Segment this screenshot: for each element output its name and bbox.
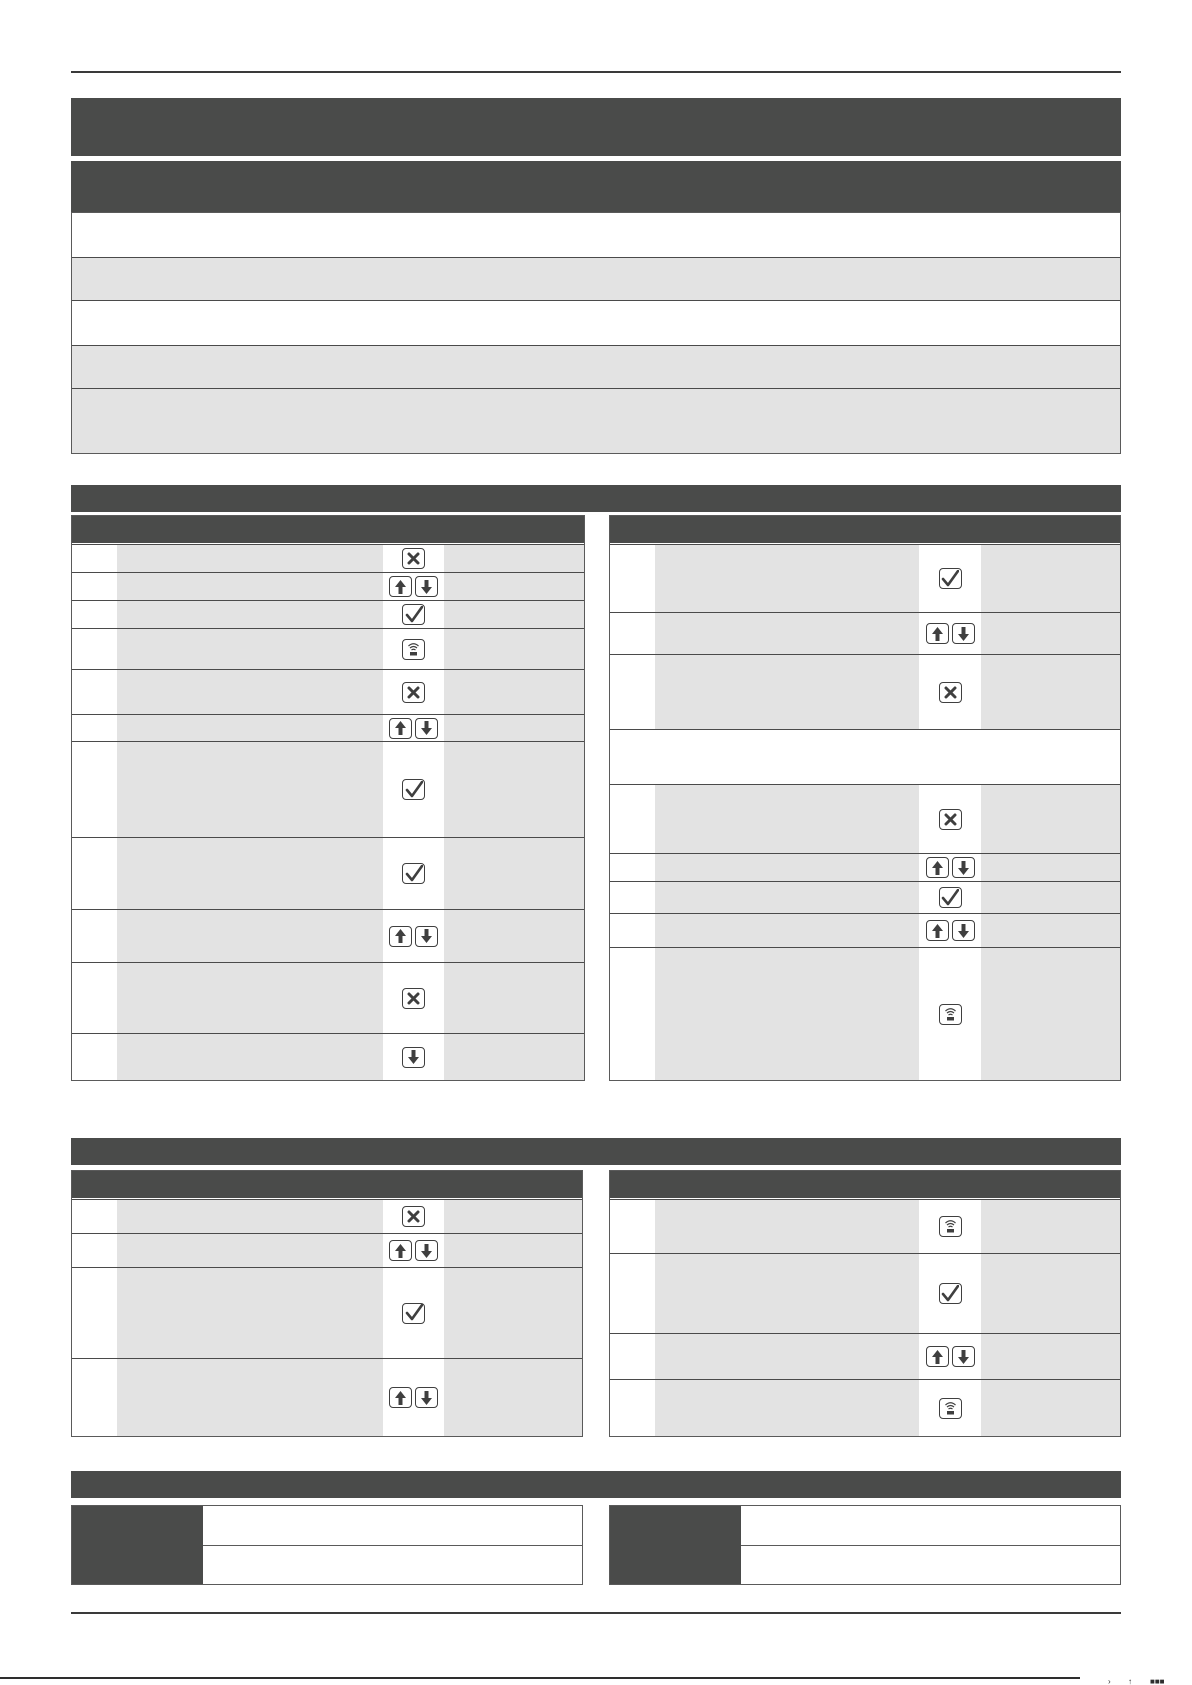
step-description-cell — [117, 742, 383, 837]
step-number-cell — [72, 715, 117, 741]
step-description-cell — [117, 601, 383, 628]
step-description-cell — [655, 882, 919, 913]
step-description-cell — [117, 1268, 383, 1358]
arrow-down-icon — [415, 926, 438, 947]
step-description-cell — [655, 785, 919, 853]
step-number-cell — [610, 854, 655, 881]
step-number-cell — [610, 1200, 655, 1253]
table-row — [72, 909, 584, 962]
table-row — [72, 1267, 582, 1358]
key-cell — [383, 1359, 444, 1436]
step-number-cell — [72, 1234, 117, 1267]
step-description-cell — [117, 1034, 383, 1080]
table-row — [610, 612, 1120, 654]
arrow-down-icon — [952, 857, 975, 878]
note-cell — [610, 730, 1120, 784]
bottom-rule — [71, 1612, 1121, 1614]
step-description-cell — [117, 963, 383, 1033]
table-row — [72, 962, 584, 1033]
table-row — [610, 1379, 1120, 1436]
display-result-cell — [444, 1034, 584, 1080]
table-row — [72, 714, 584, 741]
arrow-down-icon — [415, 718, 438, 739]
step-description-cell — [655, 655, 919, 729]
info-row — [72, 257, 1120, 300]
arrow-down-icon — [415, 1240, 438, 1261]
next-page-rule — [0, 1677, 1080, 1679]
next-page-glyph: › — [1108, 1677, 1111, 1685]
display-result-cell — [981, 545, 1120, 612]
check-icon — [402, 863, 425, 884]
display-result-cell — [981, 613, 1120, 654]
key-cell — [383, 838, 444, 909]
display-result-cell — [981, 914, 1120, 947]
top-rule — [71, 71, 1121, 73]
check-icon — [402, 1303, 425, 1324]
label-box-tab — [610, 1506, 741, 1584]
display-result-cell — [981, 785, 1120, 853]
arrow-up-icon — [389, 1240, 412, 1261]
cancel-icon — [402, 682, 425, 703]
key-cell — [919, 655, 981, 729]
arrow-up-icon — [389, 1387, 412, 1408]
step-number-cell — [72, 1268, 117, 1358]
display-result-cell — [444, 1268, 582, 1358]
table-row — [72, 1033, 584, 1080]
display-result-cell — [981, 948, 1120, 1080]
key-cell — [919, 545, 981, 612]
key-cell — [383, 963, 444, 1033]
arrow-up-icon — [389, 718, 412, 739]
step-number-cell — [72, 545, 117, 572]
table-row — [72, 837, 584, 909]
table-row — [610, 913, 1120, 947]
key-cell — [383, 545, 444, 572]
section-bar — [71, 1138, 1121, 1165]
key-cell — [919, 1334, 981, 1379]
arrow-up-icon — [926, 623, 949, 644]
info-table — [71, 212, 1121, 454]
display-result-cell — [981, 1200, 1120, 1253]
step-number-cell — [610, 948, 655, 1080]
title-bar — [71, 98, 1121, 156]
section-bar — [71, 1471, 1121, 1498]
step-number-cell — [72, 601, 117, 628]
display-result-cell — [444, 1234, 582, 1267]
step-description-cell — [117, 1200, 383, 1233]
table-row — [72, 544, 584, 572]
key-cell — [383, 715, 444, 741]
step-number-cell — [610, 1254, 655, 1333]
step-description-cell — [117, 1359, 383, 1436]
cancel-icon — [402, 988, 425, 1009]
key-cell — [919, 854, 981, 881]
key-cell — [383, 670, 444, 714]
table-row — [610, 544, 1120, 612]
table-row — [72, 628, 584, 669]
arrow-up-icon — [389, 576, 412, 597]
table-row — [72, 669, 584, 714]
label-box-left — [71, 1505, 583, 1585]
display-result-cell — [444, 1200, 582, 1233]
table-row — [610, 1199, 1120, 1253]
table-header — [72, 1171, 582, 1198]
cancel-icon — [402, 548, 425, 569]
step-number-cell — [610, 613, 655, 654]
key-cell — [383, 601, 444, 628]
step-number-cell — [72, 838, 117, 909]
table-note-row — [610, 729, 1120, 784]
table-row — [610, 853, 1120, 881]
table-row — [610, 1333, 1120, 1379]
step-number-cell — [72, 1200, 117, 1233]
key-cell — [919, 785, 981, 853]
next-page-glyph: ↑ — [1128, 1677, 1132, 1685]
arrow-down-icon — [952, 1346, 975, 1367]
table-row — [610, 784, 1120, 853]
key-cell — [919, 1254, 981, 1333]
procedure-table-left — [71, 515, 585, 1081]
label-box-divider — [203, 1545, 582, 1546]
step-number-cell — [610, 1334, 655, 1379]
display-result-cell — [981, 1380, 1120, 1436]
check-icon — [939, 568, 962, 589]
step-description-cell — [655, 914, 919, 947]
step-description-cell — [117, 573, 383, 600]
step-number-cell — [610, 882, 655, 913]
display-result-cell — [981, 1334, 1120, 1379]
key-cell — [919, 1200, 981, 1253]
key-cell — [919, 613, 981, 654]
arrow-up-icon — [926, 857, 949, 878]
step-number-cell — [610, 545, 655, 612]
info-row — [72, 345, 1120, 388]
key-cell — [919, 948, 981, 1080]
next-page-glyph: ■■■ — [1150, 1677, 1165, 1685]
display-result-cell — [444, 545, 584, 572]
step-description-cell — [117, 715, 383, 741]
key-cell — [383, 1034, 444, 1080]
step-description-cell — [117, 1234, 383, 1267]
step-number-cell — [72, 670, 117, 714]
table-row — [72, 572, 584, 600]
table-header — [610, 516, 1120, 543]
display-result-cell — [444, 963, 584, 1033]
arrow-down-icon — [952, 920, 975, 941]
subtitle-bar — [71, 161, 1121, 213]
table-row — [610, 654, 1120, 729]
arrow-up-icon — [926, 1346, 949, 1367]
display-result-cell — [444, 670, 584, 714]
table-row — [72, 741, 584, 837]
step-number-cell — [72, 742, 117, 837]
display-result-cell — [981, 1254, 1120, 1333]
check-icon — [402, 779, 425, 800]
step-description-cell — [655, 854, 919, 881]
step-description-cell — [117, 910, 383, 962]
step-description-cell — [655, 1200, 919, 1253]
check-icon — [939, 1283, 962, 1304]
arrow-down-icon — [952, 623, 975, 644]
step-number-cell — [72, 1034, 117, 1080]
cancel-icon — [939, 682, 962, 703]
key-cell — [919, 914, 981, 947]
table-row — [72, 1358, 582, 1436]
procedure-table-right — [609, 515, 1121, 1081]
step-description-cell — [655, 545, 919, 612]
procedure-table-left — [71, 1170, 583, 1437]
arrow-down-icon — [402, 1047, 425, 1068]
step-description-cell — [117, 670, 383, 714]
table-row — [610, 881, 1120, 913]
step-description-cell — [117, 629, 383, 669]
cancel-icon — [402, 1206, 425, 1227]
key-cell — [383, 910, 444, 962]
step-description-cell — [655, 1254, 919, 1333]
table-row — [72, 1199, 582, 1233]
table-row — [610, 947, 1120, 1080]
step-number-cell — [72, 963, 117, 1033]
radio-signal-icon — [939, 1216, 962, 1237]
step-number-cell — [610, 785, 655, 853]
key-cell — [919, 882, 981, 913]
table-row — [72, 600, 584, 628]
info-row — [72, 213, 1120, 257]
step-description-cell — [655, 1334, 919, 1379]
radio-signal-icon — [939, 1004, 962, 1025]
step-number-cell — [72, 1359, 117, 1436]
key-cell — [383, 742, 444, 837]
display-result-cell — [444, 910, 584, 962]
radio-signal-icon — [939, 1398, 962, 1419]
display-result-cell — [444, 573, 584, 600]
step-number-cell — [610, 655, 655, 729]
display-result-cell — [981, 655, 1120, 729]
procedure-table-right — [609, 1170, 1121, 1437]
label-box-divider — [741, 1545, 1120, 1546]
table-row — [72, 1233, 582, 1267]
table-row — [610, 1253, 1120, 1333]
cancel-icon — [939, 809, 962, 830]
next-page-edge — [0, 1677, 1192, 1685]
display-result-cell — [981, 882, 1120, 913]
arrow-up-icon — [389, 926, 412, 947]
display-result-cell — [444, 1359, 582, 1436]
radio-signal-icon — [402, 639, 425, 660]
step-description-cell — [655, 613, 919, 654]
key-cell — [383, 1268, 444, 1358]
step-number-cell — [610, 914, 655, 947]
display-result-cell — [444, 601, 584, 628]
key-cell — [383, 573, 444, 600]
label-box-right — [609, 1505, 1121, 1585]
display-result-cell — [444, 715, 584, 741]
arrow-down-icon — [415, 576, 438, 597]
step-number-cell — [72, 573, 117, 600]
section-bar — [71, 485, 1121, 512]
step-description-cell — [117, 545, 383, 572]
arrow-up-icon — [926, 920, 949, 941]
step-number-cell — [610, 1380, 655, 1436]
step-number-cell — [72, 910, 117, 962]
key-cell — [383, 1234, 444, 1267]
key-cell — [919, 1380, 981, 1436]
key-cell — [383, 629, 444, 669]
step-description-cell — [117, 838, 383, 909]
step-description-cell — [655, 948, 919, 1080]
display-result-cell — [981, 854, 1120, 881]
info-row — [72, 388, 1120, 453]
display-result-cell — [444, 629, 584, 669]
check-icon — [402, 604, 425, 625]
table-header — [610, 1171, 1120, 1198]
check-icon — [939, 887, 962, 908]
info-row — [72, 300, 1120, 345]
step-number-cell — [72, 629, 117, 669]
label-box-tab — [72, 1506, 203, 1584]
table-header — [72, 516, 584, 543]
key-cell — [383, 1200, 444, 1233]
display-result-cell — [444, 838, 584, 909]
display-result-cell — [444, 742, 584, 837]
arrow-down-icon — [415, 1387, 438, 1408]
step-description-cell — [655, 1380, 919, 1436]
